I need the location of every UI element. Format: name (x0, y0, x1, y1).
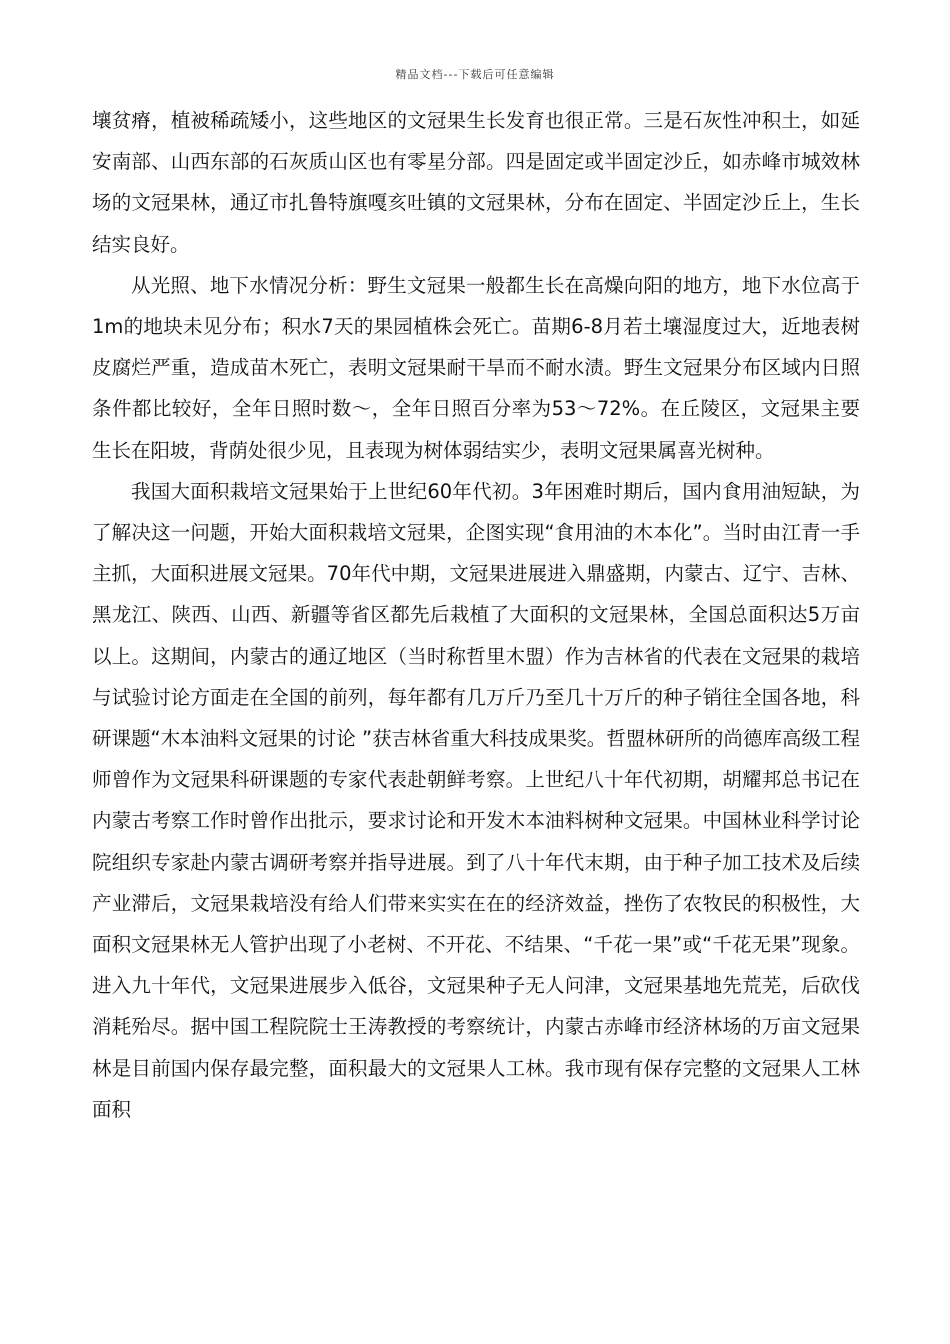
paragraph-cultivation-history: 我国大面积栽培文冠果始于上世纪60年代初。3年困难时期后，国内食用油短缺，为了解决这一问题，开始大面积栽培文冠果，企图实现“食用油的木本化”。当时由江青一手主抓，大面积进展文冠果。70年代中期，文冠果进展进入鼎盛期，内蒙古、辽宁、吉林、黑龙江、陕西、山西、新疆等省区都先后栽植了大面积的文冠果林，全国总面积达5万亩以上。这期间，内蒙古的通辽地区（当时称哲里木盟）作为吉林省的代表在文冠果的栽培与试验讨论方面走在全国的前列，每年都有几万斤乃至几十万斤的种子销往全国各地，科研课题“木本油料文冠果的讨论 ”获吉林省重大科技成果奖。哲盟林研所的尚德库高级工程师曾作为文冠果科研课题的专家代表赴朝鲜考察。上世纪八十年代初期，胡耀邦总书记在内蒙古考察工作时曾作出批示，要求讨论和开发木本油料树种文冠果。中国林业科学讨论院组织专家赴内蒙古调研考察并指导进展。到了八十年代末期，由于种子加工技术及后续产业滞后，文冠果栽培没有给人们带来实实在在的经济效益，挫伤了农牧民的积极性，大面积文冠果林无人管护出现了小老树、不开花、不结果、“千花一果”或“千花无果”现象。进入九十年代，文冠果进展步入低谷，文冠果种子无人问津，文冠果基地先荒芜，后砍伐消耗殆尽。据中国工程院院士王涛教授的考察统计，内蒙古赤峰市经济林场的万亩文冠果林是目前国内保存最完整，面积最大的文冠果人工林。我市现有保存完整的文冠果人工林面积 (92, 479, 860, 1121)
page-header: 精品文档---下载后可任意编辑 (395, 68, 555, 81)
paragraph-light-groundwater: 从光照、地下水情况分析：野生文冠果一般都生长在高燥向阳的地方，地下水位高于1m的地块未见分布；积水7天的果园植株会死亡。苗期6-8月若土壤湿度过大，近地表树皮腐烂严重，造成苗木死亡，表明文冠果耐干旱而不耐水渍。野生文冠果分布区域内日照条件都比较好，全年日照时数～，全年日照百分率为53～72%。在丘陵区，文冠果主要生长在阳坡，背荫处很少见，且表现为树体弱结实少，表明文冠果属喜光树种。 (92, 273, 860, 462)
document-body (92, 100, 860, 1130)
paragraph-soil-types: 壤贫瘠，植被稀疏矮小，这些地区的文冠果生长发育也很正常。三是石灰性冲积土，如延安南部、山西东部的石灰质山区也有零星分部。四是固定或半固定沙丘，如赤峰市城效林场的文冠果林，通辽市扎鲁特旗嘎亥吐镇的文冠果林，分布在固定、半固定沙丘上，生长结实良好。 (92, 109, 860, 256)
